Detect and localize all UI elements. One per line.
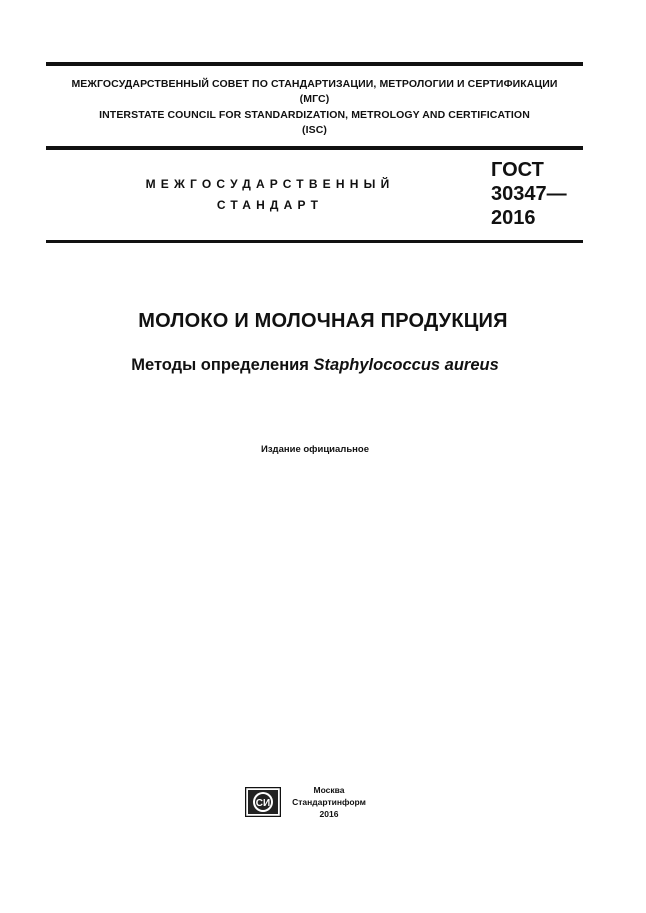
publisher-city: Москва <box>313 785 345 795</box>
gost-label: ГОСТ <box>491 159 544 181</box>
publisher-info <box>284 784 374 820</box>
edition-note: Издание официальное <box>261 444 369 455</box>
council-ru-abbreviation: (МГС) <box>299 93 330 105</box>
bottom-rule <box>46 240 583 243</box>
publication-year: 2016 <box>319 809 339 819</box>
subtitle-organism: Staphylococcus aureus <box>313 356 499 374</box>
logo-lettering: СИ <box>255 798 271 809</box>
top-rule <box>46 62 583 66</box>
document-subtitle <box>0 356 630 375</box>
middle-rule <box>46 146 583 150</box>
council-en-line1: INTERSTATE COUNCIL FOR STANDARDIZATION, METROLOGY AND CERTIFICATION <box>99 109 530 121</box>
council-en-abbreviation: (ISC) <box>302 124 327 136</box>
subtitle-prefix: Методы определения <box>131 356 314 374</box>
publisher-name: Стандартинформ <box>292 797 366 807</box>
gost-year: 2016 <box>491 207 536 229</box>
document-title: МОЛОКО И МОЛОЧНАЯ ПРОДУКЦИЯ <box>138 310 508 332</box>
gost-designation <box>491 158 567 230</box>
council-ru-line1: МЕЖГОСУДАРСТВЕННЫЙ СОВЕТ ПО СТАНДАРТИЗАЦИИ, МЕТРОЛОГИИ И СЕРТИФИКАЦИИ <box>71 78 558 90</box>
standard-kind-line2: СТАНДАРТ <box>216 198 324 212</box>
standard-kind-line1: МЕЖГОСУДАРСТВЕННЫЙ <box>145 177 395 191</box>
standartinform-logo-icon <box>245 787 281 817</box>
gost-number: 30347— <box>491 183 567 205</box>
council-name-russian <box>46 77 583 107</box>
council-name-english <box>46 108 583 138</box>
